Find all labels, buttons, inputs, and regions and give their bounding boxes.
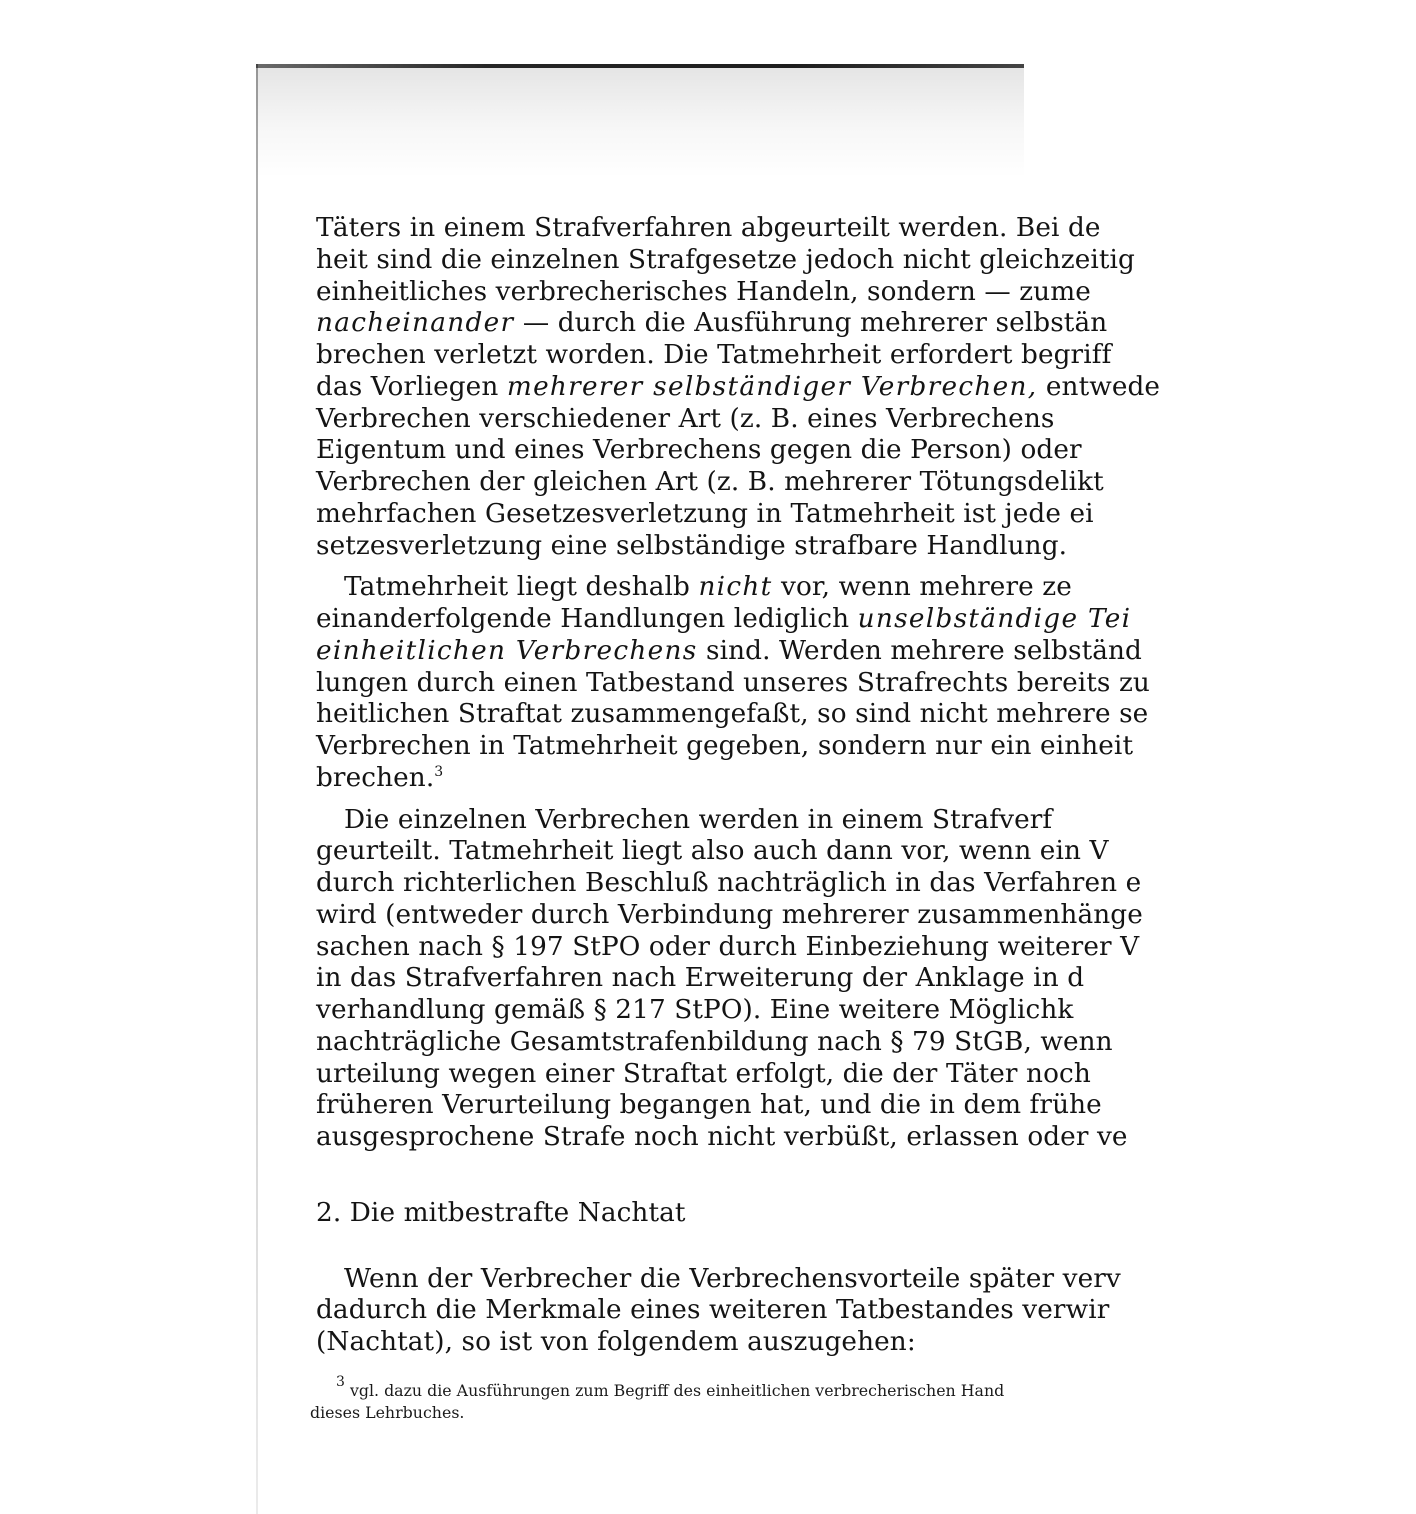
- italic-text: nacheinander: [316, 308, 515, 339]
- text-line: dadurch die Merkmale eines weiteren Tatbestandes verwir: [316, 1295, 1110, 1326]
- main-text: [316, 213, 1416, 1359]
- text-line: einheitliches verbrecherisches Handeln, sondern — zume: [316, 276, 1091, 307]
- text-line: lungen durch einen Tatbestand unseres Strafrechts bereits zu: [316, 667, 1150, 698]
- italic-text: einheitlichen Verbrechens: [316, 635, 698, 666]
- paragraph-2: [316, 572, 1416, 794]
- text-segment: — durch die Ausführung mehrerer selbstän: [514, 308, 1108, 339]
- text-line: Verbrechen der gleichen Art (z. B. mehrerer Tötungsdelikt: [316, 467, 1104, 497]
- paragraph-3: [316, 805, 1416, 1154]
- text-line: Täters in einem Strafverfahren abgeurteilt werden. Bei de: [316, 213, 1101, 243]
- text-line: wird (entweder durch Verbindung mehrerer zusammenhänge: [316, 899, 1143, 930]
- text-segment: das Vorliegen: [316, 371, 507, 402]
- text-line: [316, 636, 1416, 668]
- text-line: mehrfachen Gesetzesverletzung in Tatmehrheit ist jede ei: [316, 498, 1094, 529]
- text-segment: brechen.: [316, 762, 435, 793]
- text-line: in das Strafverfahren nach Erweiterung der Anklage in d: [316, 963, 1085, 994]
- text-line: [316, 372, 1416, 404]
- text-line: [316, 604, 1416, 636]
- footnote-reference: 3: [434, 763, 444, 780]
- text-line: (Nachtat), so ist von folgendem auszugehen:: [316, 1327, 916, 1357]
- page-left-edge: [256, 64, 258, 1514]
- text-line: urteilung wegen einer Straftat erfolgt, die der Täter noch: [316, 1058, 1091, 1089]
- text-line: sachen nach § 197 StPO oder durch Einbeziehung weiterer V: [316, 931, 1140, 962]
- section-heading: 2. Die mitbestrafte Nachtat: [316, 1197, 686, 1228]
- text-line: nachträgliche Gesamtstrafenbildung nach § 79 StGB, wenn: [316, 1026, 1113, 1057]
- text-line: [316, 308, 1416, 340]
- footnote-text: vgl. dazu die Ausführungen zum Begriff des einheitlichen verbrecherischen Hand: [344, 1381, 1005, 1400]
- footnote-line-2: dieses Lehrbuches.: [310, 1403, 465, 1422]
- text-line: geurteilt. Tatmehrheit liegt also auch dann vor, wenn ein V: [316, 836, 1109, 867]
- footnote-marker: 3: [336, 1374, 345, 1390]
- text-segment: vor, wenn mehrere ze: [772, 572, 1072, 603]
- text-line: Verbrechen verschiedener Art (z. B. eines Verbrechens: [316, 403, 1055, 434]
- paragraph-4: [316, 1264, 1416, 1359]
- text-line: durch richterlichen Beschluß nachträglich in das Verfahren e: [316, 868, 1142, 898]
- footnote: [310, 1374, 1210, 1424]
- italic-text: nicht: [698, 572, 773, 603]
- text-segment: Tatmehrheit liegt deshalb: [344, 572, 699, 603]
- page-top-shadow: [256, 68, 1024, 178]
- text-line: Verbrechen in Tatmehrheit gegeben, sondern nur ein einheit: [316, 731, 1134, 761]
- text-line: heitlichen Straftat zusammengefaßt, so sind nicht mehrere se: [316, 699, 1149, 730]
- text-line: ausgesprochene Strafe noch nicht verbüßt, erlassen oder ve: [316, 1122, 1128, 1152]
- text-line: Eigentum und eines Verbrechens gegen die Person) oder: [316, 435, 1082, 466]
- text-line: heit sind die einzelnen Strafgesetze jedoch nicht gleichzeitig: [316, 244, 1135, 275]
- text-line: brechen verletzt worden. Die Tatmehrheit erfordert begriff: [316, 340, 1112, 370]
- paragraph-1: [316, 213, 1416, 562]
- page-top-edge: [256, 64, 1024, 68]
- footnote-line-1: [310, 1374, 1210, 1402]
- text-line: verhandlung gemäß § 217 StPO). Eine weitere Möglichk: [316, 995, 1074, 1025]
- text-line: Die einzelnen Verbrechen werden in einem Strafverf: [344, 804, 1053, 835]
- text-segment: entwede: [1037, 371, 1161, 402]
- text-line: Wenn der Verbrecher die Verbrechensvorteile später verv: [344, 1263, 1121, 1294]
- text-line: [316, 572, 1416, 604]
- text-segment: sind. Werden mehrere selbständ: [697, 635, 1142, 666]
- italic-text: mehrerer selbständiger Verbrechen,: [506, 371, 1038, 402]
- text-line: setzesverletzung eine selbständige strafbare Handlung.: [316, 530, 1068, 561]
- text-line: früheren Verurteilung begangen hat, und die in dem frühe: [316, 1090, 1102, 1121]
- italic-text: unselbständige Tei: [857, 604, 1132, 634]
- text-segment: einanderfolgende Handlungen lediglich: [316, 604, 858, 634]
- text-line: [316, 763, 1416, 795]
